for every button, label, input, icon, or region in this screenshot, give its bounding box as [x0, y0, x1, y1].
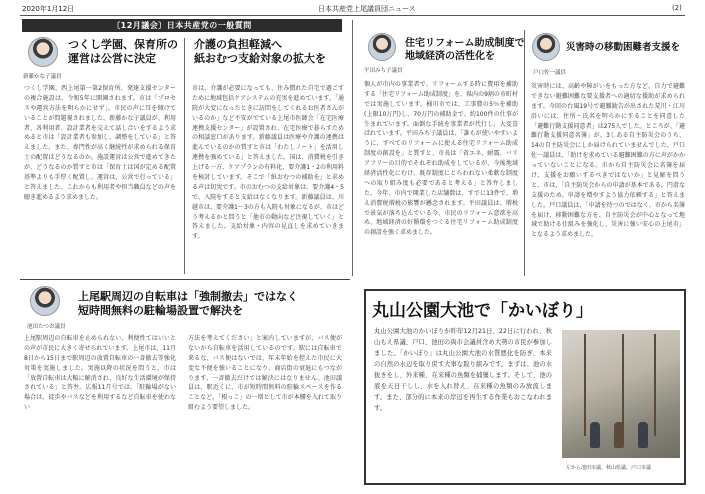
headline-line: 短時間無料の駐輪場設置で解決を — [78, 303, 243, 317]
portrait-photo-shindo — [28, 37, 58, 67]
article-headline — [68, 38, 178, 66]
photo-caption: 新藤かな子議員 — [23, 74, 62, 80]
article-headline — [405, 38, 530, 63]
photo-caption: 池田たつお議員 — [27, 324, 66, 330]
tree-shape — [584, 334, 586, 436]
person-shape — [614, 422, 624, 448]
section-rule — [20, 279, 350, 280]
page-number: (2) — [672, 4, 682, 12]
headline-line: 地域経済の活性化を — [405, 50, 495, 62]
page-center-divider — [352, 20, 353, 276]
article-body: つくし学園、西上尾第一第2保育所、発達支援センターの複合施設は、令和5年に開園されます。市は「プロセスや運営方法を明らかにせず」。市民の声に耳を傾けていることが問題視されました。新藤かな子議員が、利用者、各利用者、設計業者を交えて話し合いをするよう求めると市は「設計業者も参加し、調整をしている」と答えました。また、専門性が高く継続性が求められる保育士の配置はどうなるのか。施設運営は公営で進めてきたが、どうなるのか質すと市は「保育士は国が定める配置基準よりも手厚く配置し、運営は、公営で行っている」と答えました。これからも利用者や担当職員などの声を聴き進めるよう求めました。 — [24, 85, 176, 201]
tree-shape — [654, 334, 656, 436]
person-shape — [638, 422, 648, 448]
article-body-col2: 方法を考えてください」と案内していますが、バス便がないから自転車を活用しているのです。駅には自転車で来るな、バス便はないでは、年末年始を控えた市民に大変な不便を強いることになり、商店街の衰退にもつながります。一斉撤去だけでは解決にはなりません。池田議員は、駅近くに、市が短時間無料の駐輪スペースを作ることなど、「根っこ」の一増として市が本腰を入れて取り組むよう要望しました。 — [188, 335, 342, 412]
issue-date: 2020年1月12日 — [22, 5, 75, 13]
portrait-photo-toguchi — [532, 33, 560, 61]
headline-line: 住宅リフォーム助成制度で — [405, 38, 525, 49]
event-title: 丸山公園大池で「かいぼり」 — [372, 301, 593, 321]
article-body: 市は、介護が必要になっても、住み慣れた自宅で過ごすために地域包括ケアシステムの充実を進めています。「通院が大変になったときに訪問をしてくれるお医者さんがいるのか」など不安がでている上尾市医師会「在宅医療連携支援センター」が設置され、在宅医療で暮らすための相談窓口があります。新藤議員は医療や介護の連携は進んでいるのかの質すと市は「わたしノート」を活用し連携を強めている」と答えました。国は、消費税を引き上げる一方、ケアプランの有料化、要介護1・2の利用料を検討しています。そこで「紙おむつの補助を」と求める声は切実です。市のおむつの支給対象は、要介護4・5で、入院をすると支給はなくなります。新藤議員は、川越市は、要介護1〜3の方も入院も対象になるが、市はどう考えるかと問うと「他市の動向など注視していく」と答えました。支給対象・内容の見直しを求めていきます。 — [192, 85, 344, 241]
event-photo-caption: 左から池田市議、秋山県議、戸口市議 — [566, 465, 652, 471]
headline-line: 上尾駅周辺の自転車は「強制撤去」ではなく — [78, 290, 298, 303]
column-divider — [184, 38, 185, 274]
photo-caption: 平田みち子議員 — [364, 68, 403, 74]
portrait-photo-hirata — [368, 33, 396, 61]
event-photo — [562, 330, 680, 458]
article-body: 災害時には、高齢や障がいをもった方など、自力で避難できない避難困難な要支援者への適切な援助が求められます。今回の台風19号で避難勧告が出された荒川・江川沿いには、住所・氏名を明らかにすることを同意した「避難行動支援同意者」は275人でした。ところが、「避難行動支援同意名簿」が、3しある自主防災会のうち、14の自主防災会にしか届けられていませんでした。戸口佐一議員は、「助けを求めている避難困難の方に声がかかっていないことになる。市から自主防災会に名簿を届け、支援をお願いするべきではないか」と見解を問うと、市は、「自主防災会からの申請が基本である。円滑な支援のため、申請を增やすよう協力依頼する」と答えました。戸口議員は、「申請を待つのではなく、市から名簿を届け、移動困難な方を、自主防災会が中心となって地域で助ける仕組みを強化し、災害に強い安心の上尾市」となるよう求めました。 — [531, 83, 685, 239]
column-divider — [524, 30, 525, 276]
event-body: 丸山公園大池のかいぼりが昨年12月21日、22日に行われ、秋山もえ県議、戸口、池田の両市会議員含め大勢の市民が参加しました。「かいぼり」は丸山公園大池の水質悪化を防ぎ、本来の自然の水辺を取り戻す大事な取り組みです。まずは、池の水抜きをし、外来種、在来種の魚類を捕獲します。そして、池の底を天日干しし、水を入れ替え、在来種の魚類のみ放流します。また、部分的に本来の岸辺を再生する作業もおこなわれます。 — [374, 328, 552, 413]
article-headline — [78, 290, 346, 318]
session-band: 〔12月議会〕日本共産党の一般質問 — [22, 19, 342, 32]
photo-caption: 戸口佐一議員 — [533, 70, 567, 76]
article-headline: 災害時の移動困難者支援を — [566, 42, 681, 53]
page-header — [0, 0, 705, 18]
portrait-photo-ikeda — [30, 286, 60, 316]
header-rule — [20, 15, 685, 16]
paper-name: 日本共産党上尾議員団ニュース — [318, 5, 416, 13]
person-shape — [590, 422, 600, 448]
article-body-col1: 上尾駅周辺の自転車を止められない、利便性てはいいとの声が市民に大きく寄せられています。上尾市は、11月8日から15日まで駅周辺の放置自転車の一斉撤去等強化対策を実施しました。実施以降の状況を問うと、市は「放置自転車は大幅に解消され、良好な生活環境が保持されている」と答弁。広報11月号では、「駐輪場がない場合は、徒歩やバスなどを利用するなど自転車を使わない — [24, 335, 176, 412]
article-headline — [194, 38, 354, 66]
article-body: 個人が市内の事業者で、リフォームする時に費用を補助する「住宅リフォーム助成制度」を、県内の9割の市町村では実施しています。桶川市では、工事費の5％を補助(上限10万円)し、70万円の補助金で、約100件の仕事が生まれています。面倒な手続を事業者が代行し、大変喜ばれています。平田みち子議員は、「誰もが使いやすいように、すべてのリフォームに使える住宅リフォーム助成制度の創設を」と質すと、市長は「省エネ、耐震、バリアフリーの目的でそれぞれ助成をしているが、今後地域経済活性化にむけ、既存制度にとらわれない柔軟な制度への取り組み度も必要であると考える」と答弁しました。今年、市内で開業した店舗数は、すでに13件で、増え消費税増税の影響が懸念されます。平田議員は、増税で景気が落ち込んでいる今、市民のリフォーム意欲を高め、地域経済の好循環をつくる住宅リフォーム助成制度の創設を強く求めました。 — [364, 81, 518, 237]
headline-line: 紙おむつ支給対象の拡大を — [194, 51, 326, 65]
headline-line: 運営は公営に決定 — [68, 51, 156, 65]
headline-line: 介護の負担軽減へ — [194, 38, 282, 51]
headline-line: つくし学園、保育所の — [68, 38, 178, 51]
tree-shape — [622, 334, 624, 436]
